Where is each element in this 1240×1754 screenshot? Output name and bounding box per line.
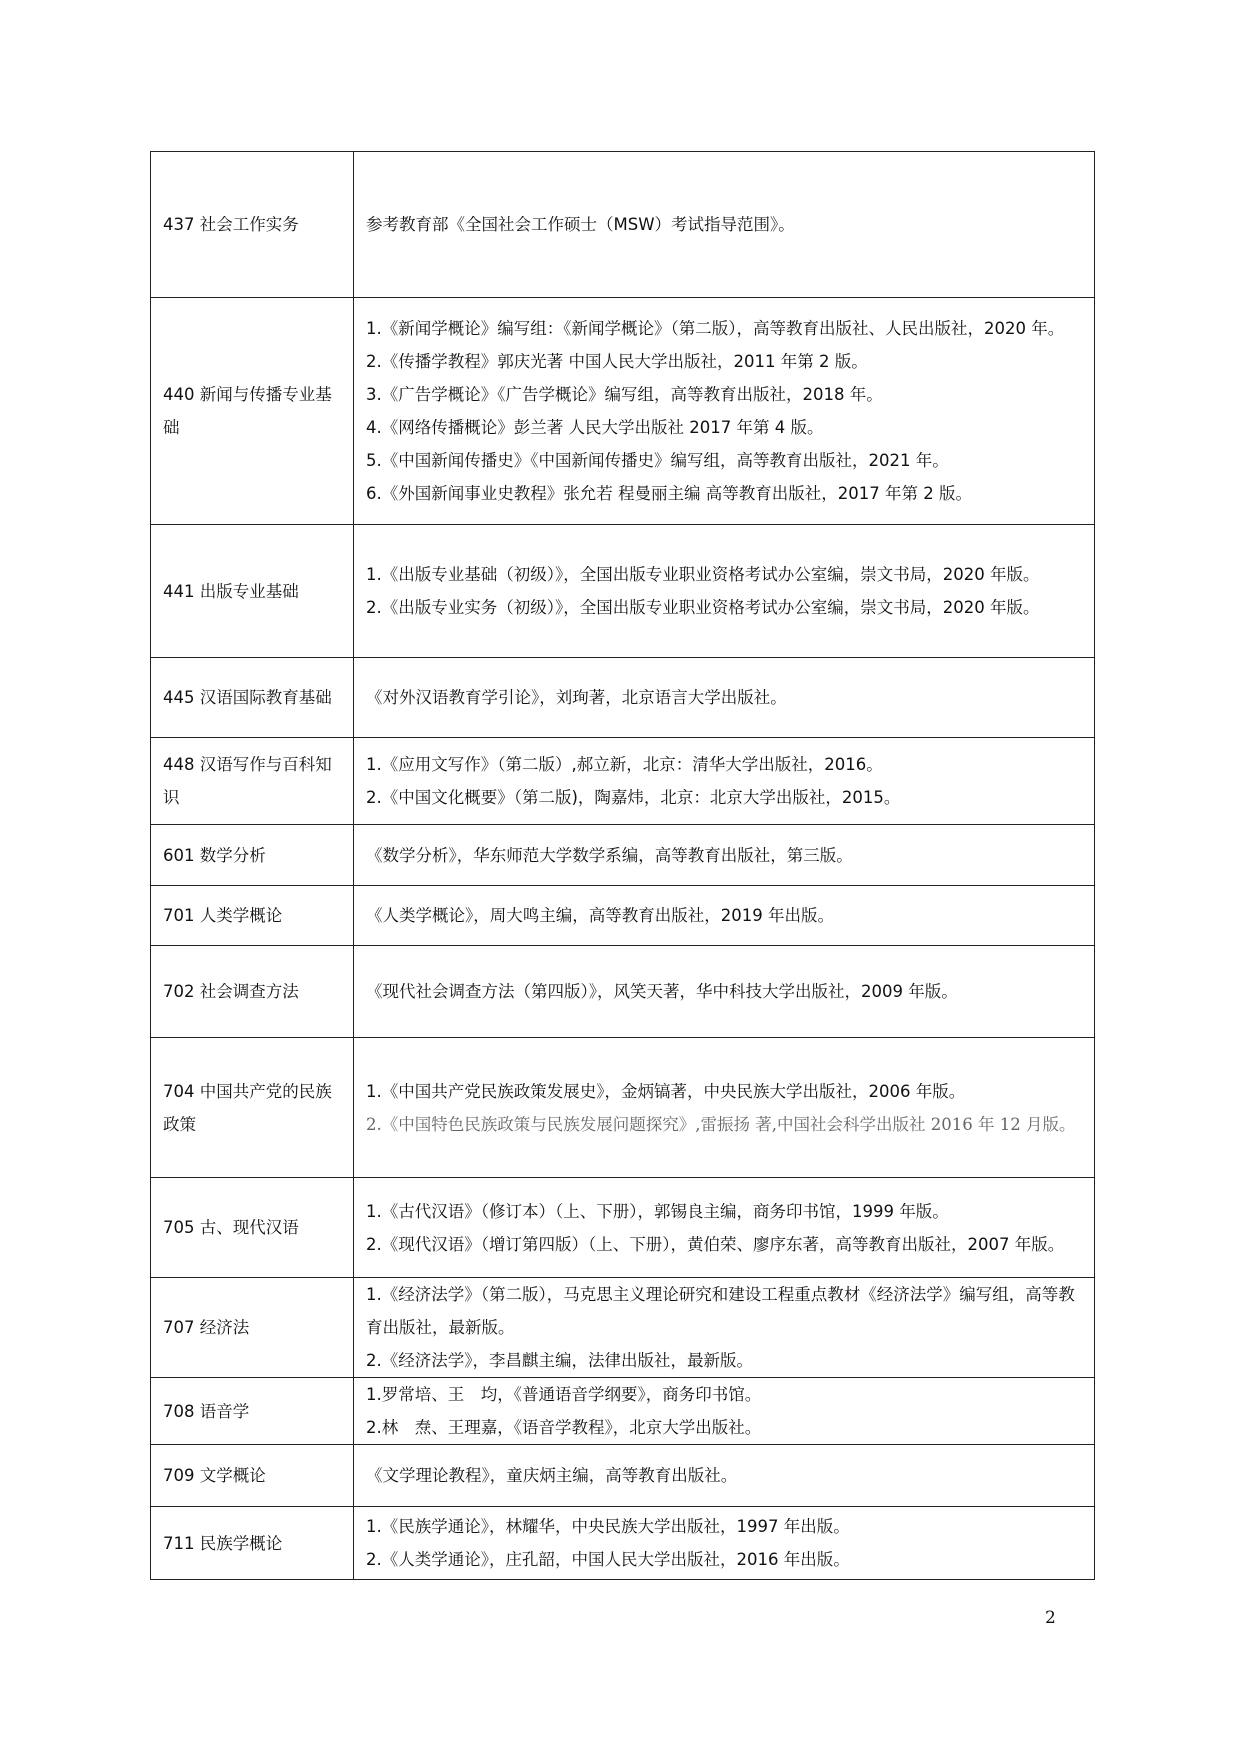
- books-cell: [354, 152, 1095, 298]
- table-row: [151, 825, 1095, 886]
- course-cell: 437 社会工作实务: [151, 152, 354, 298]
- book-item: 《人类学概论》，周大鸣主编，高等教育出版社，2019 年出版。: [366, 906, 834, 925]
- books-cell: [354, 1278, 1095, 1378]
- book-item: 2.《中国特色民族政策与民族发展问题探究》,雷振扬 著,中国社会科学出版社 2016 年 12 月版。: [366, 1114, 1076, 1134]
- books-cell: [354, 738, 1095, 825]
- book-item: 1.《古代汉语》（修订本）（上、下册），郭锡良主编，商务印书馆，1999 年版。: [366, 1201, 949, 1221]
- book-item: 6.《外国新闻事业史教程》张允若 程曼丽主编 高等教育出版社，2017 年第 2 版。: [366, 484, 972, 503]
- book-item: 1.《中国共产党民族政策发展史》，金炳镐著，中央民族大学出版社，2006 年版。: [366, 1081, 966, 1101]
- book-item: 1.《应用文写作》（第二版）,郝立新，北京：清华大学出版社，2016。: [366, 755, 883, 774]
- book-item: 《数学分析》，华东师范大学数学系编，高等教育出版社，第三版。: [366, 845, 853, 865]
- books-cell: [354, 298, 1095, 525]
- course-cell: 709 文学概论: [151, 1445, 354, 1507]
- book-item: 《现代社会调查方法（第四版）》，风笑天著，华中科技大学出版社，2009 年版。: [366, 982, 958, 1001]
- course-cell: 448 汉语写作与百科知识: [151, 738, 354, 825]
- book-item: 参考教育部《全国社会工作硕士（MSW）考试指导范围》。: [366, 215, 795, 234]
- table-row: [151, 1378, 1095, 1445]
- course-cell: 440 新闻与传播专业基础: [151, 298, 354, 525]
- table-row: [151, 298, 1095, 525]
- book-item: 2.《传播学教程》郭庆光著 中国人民大学出版社，2011 年第 2 版。: [366, 352, 868, 371]
- table-row: [151, 525, 1095, 658]
- book-item: 2.《出版专业实务（初级）》，全国出版专业职业资格考试办公室编，崇文书局，2020 年版。: [366, 598, 1040, 617]
- book-item: 1.《新闻学概论》编写组：《新闻学概论》（第二版），高等教育出版社、人民出版社，2020 年。: [366, 319, 1065, 338]
- course-cell: 708 语音学: [151, 1378, 354, 1445]
- table-row: [151, 1038, 1095, 1178]
- book-item: 2.林 焘、王理嘉，《语音学教程》，北京大学出版社。: [366, 1418, 762, 1437]
- page-number: 2: [1045, 1608, 1056, 1628]
- book-item: 2.《人类学通论》，庄孔韶，中国人民大学出版社，2016 年出版。: [366, 1550, 850, 1569]
- table-row: [151, 152, 1095, 298]
- table-row: [151, 658, 1095, 738]
- table-row: [151, 1278, 1095, 1378]
- book-item: 2.《中国文化概要》（第二版)，陶嘉炜，北京：北京大学出版社，2015。: [366, 788, 901, 807]
- books-cell: [354, 1038, 1095, 1178]
- course-cell: 704 中国共产党的民族政策: [151, 1038, 354, 1178]
- books-cell: [354, 1178, 1095, 1278]
- course-cell: 702 社会调查方法: [151, 946, 354, 1038]
- book-item: 1.罗常培、王 均，《普通语音学纲要》，商务印书馆。: [366, 1385, 762, 1404]
- reference-table: [150, 151, 1095, 1580]
- table-row: [151, 886, 1095, 946]
- book-item: 1.《经济法学》（第二版），马克思主义理论研究和建设工程重点教材《经济法学》编写组，高等教育出版社，最新版。: [366, 1285, 1075, 1337]
- table-row: [151, 1507, 1095, 1580]
- book-item: 1.《出版专业基础（初级）》，全国出版专业职业资格考试办公室编，崇文书局，2020 年版。: [366, 565, 1040, 584]
- book-item: 1.《民族学通论》，林耀华，中央民族大学出版社，1997 年出版。: [366, 1517, 850, 1536]
- book-item: 2.《现代汉语》（增订第四版）（上、下册），黄伯荣、廖序东著，高等教育出版社，2007 年版。: [366, 1234, 1065, 1254]
- table-row: [151, 1445, 1095, 1507]
- books-cell: [354, 886, 1095, 946]
- book-item: 《对外汉语教育学引论》，刘珣著，北京语言大学出版社。: [366, 688, 787, 707]
- books-cell: [354, 1445, 1095, 1507]
- book-item: 3.《广告学概论》《广告学概论》编写组，高等教育出版社，2018 年。: [366, 385, 883, 404]
- table-row: [151, 946, 1095, 1038]
- book-item: 2.《经济法学》，李昌麒主编，法律出版社，最新版。: [366, 1351, 753, 1370]
- table-row: [151, 738, 1095, 825]
- course-cell: 711 民族学概论: [151, 1507, 354, 1580]
- course-cell: 441 出版专业基础: [151, 525, 354, 658]
- books-cell: [354, 1378, 1095, 1445]
- books-cell: [354, 525, 1095, 658]
- table-row: [151, 1178, 1095, 1278]
- book-item: 4.《网络传播概论》彭兰著 人民大学出版社 2017 年第 4 版。: [366, 418, 824, 437]
- books-cell: [354, 1507, 1095, 1580]
- book-item: 《文学理论教程》，童庆炳主编，高等教育出版社。: [366, 1466, 738, 1485]
- course-cell: 707 经济法: [151, 1278, 354, 1378]
- course-cell: 601 数学分析: [151, 825, 354, 886]
- course-cell: 701 人类学概论: [151, 886, 354, 946]
- books-cell: [354, 658, 1095, 738]
- course-cell: 705 古、现代汉语: [151, 1178, 354, 1278]
- books-cell: [354, 946, 1095, 1038]
- books-cell: [354, 825, 1095, 886]
- course-cell: 445 汉语国际教育基础: [151, 658, 354, 738]
- book-item: 5.《中国新闻传播史》《中国新闻传播史》编写组，高等教育出版社，2021 年。: [366, 451, 949, 470]
